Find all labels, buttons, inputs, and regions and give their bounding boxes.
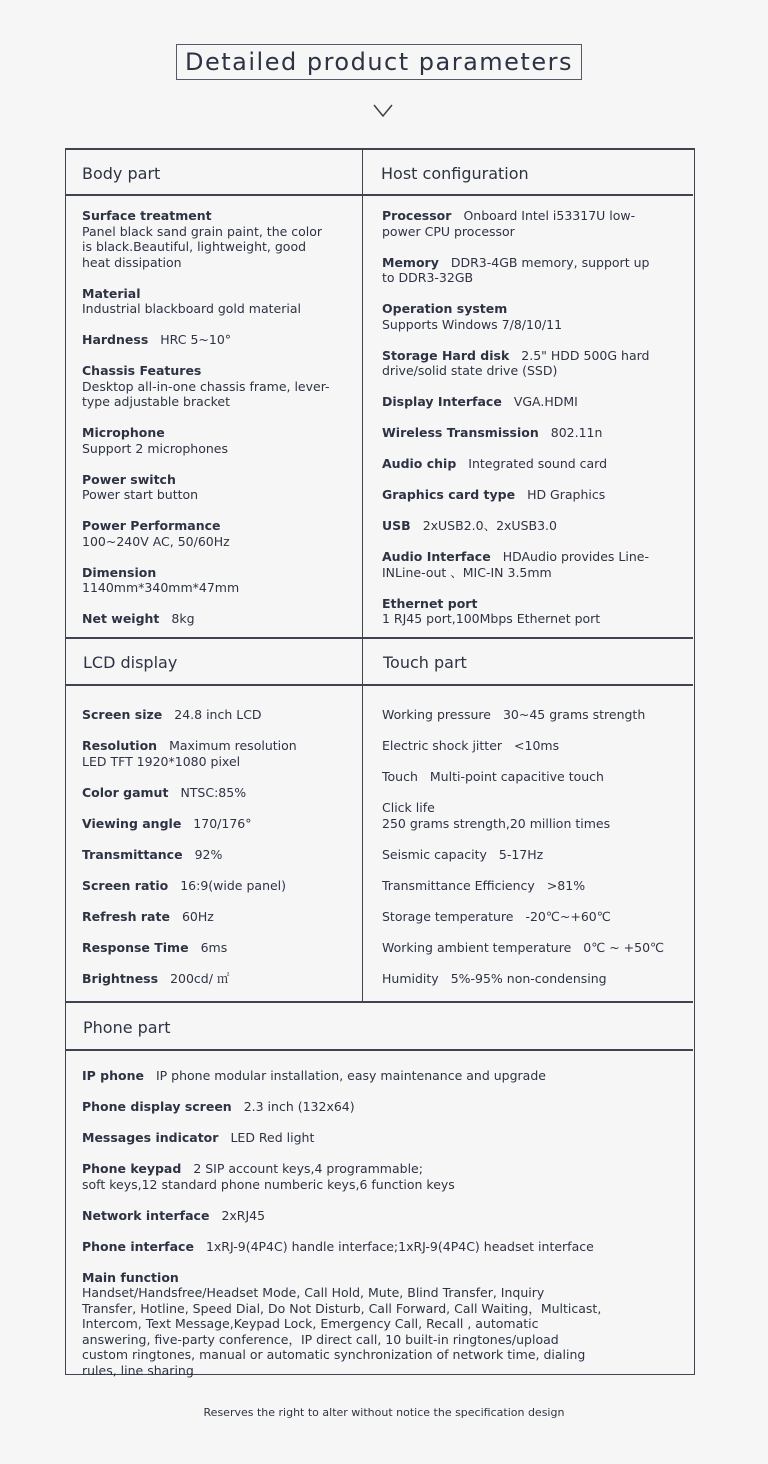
- spec-value: 100~240V AC, 50/60Hz: [82, 533, 230, 549]
- list-item: [82, 1239, 602, 1255]
- section-title-host: Host configuration: [381, 164, 529, 183]
- list-item: [382, 394, 652, 410]
- spec-value: 0℃ ~ +50℃: [583, 939, 665, 955]
- spec-value: >81%: [546, 877, 586, 893]
- touch-spec-list: [382, 707, 682, 1002]
- spec-key: Power switch: [82, 471, 176, 487]
- spec-key: Messages indicator: [82, 1130, 219, 1145]
- spec-value: Power start button: [82, 487, 199, 502]
- list-item: [382, 800, 682, 831]
- list-item: [382, 487, 652, 503]
- spec-value: LED Red light: [230, 1130, 315, 1145]
- list-item: [382, 769, 682, 785]
- spec-value: 2.5" HDD 500G hard drive/solid state drive (SSD): [382, 347, 650, 378]
- spec-value: 92%: [194, 846, 223, 862]
- spec-key: Main function: [82, 1269, 179, 1285]
- list-item: [82, 940, 352, 956]
- spec-value: VGA.HDMI: [513, 394, 578, 409]
- spec-key: Material: [82, 285, 141, 301]
- spec-key: Working pressure: [382, 707, 491, 722]
- list-item: [82, 1270, 602, 1379]
- spec-key: Memory: [382, 254, 439, 270]
- spec-value: DDR3-4GB memory, support up to DDR3-32GB: [382, 254, 650, 285]
- spec-value: HD Graphics: [527, 487, 606, 502]
- spec-value: 200cd/ ㎡: [170, 970, 230, 986]
- spec-key: Viewing angle: [82, 815, 182, 831]
- list-item: [82, 1099, 602, 1115]
- spec-key: Working ambient temperature: [382, 939, 572, 955]
- spec-key: Audio chip: [382, 456, 457, 471]
- spec-value: Support 2 microphones: [82, 440, 228, 456]
- spec-value: 2xUSB2.0、2xUSB3.0: [422, 518, 557, 533]
- list-item: [382, 707, 682, 723]
- spec-key: Phone interface: [82, 1238, 194, 1254]
- spec-key: Color gamut: [82, 784, 169, 800]
- spec-value: Onboard Intel i53317U low-power CPU processor: [382, 208, 636, 239]
- list-item: [82, 332, 332, 348]
- spec-key: Dimension: [82, 564, 157, 580]
- spec-key: Seismic capacity: [382, 846, 487, 862]
- page-title: Detailed product parameters: [176, 44, 582, 80]
- list-item: [382, 456, 652, 472]
- section-title-body: Body part: [82, 164, 161, 183]
- spec-key: Transmittance Efficiency: [382, 877, 535, 893]
- spec-table: [65, 148, 695, 1378]
- spec-key: Wireless Transmission: [382, 425, 539, 440]
- chevron-down-icon: [373, 104, 393, 118]
- spec-value: Industrial blackboard gold material: [82, 301, 301, 316]
- spec-value: -20℃~+60℃: [525, 908, 611, 924]
- footer-note: Reserves the right to alter without notice the specification design: [203, 1406, 565, 1419]
- list-item: [382, 847, 682, 863]
- list-item: [82, 1130, 602, 1146]
- header-divider-top: [66, 194, 693, 196]
- spec-key: Chassis Features: [82, 363, 202, 378]
- spec-key: Brightness: [82, 970, 159, 986]
- spec-value: 170/176°: [193, 815, 252, 831]
- spec-value: Panel black sand grain paint, the color is black.Beautiful, lightweight, good heat dissipation: [82, 223, 323, 270]
- list-item: [82, 1208, 602, 1224]
- list-item: [82, 847, 352, 863]
- spec-key: Resolution: [82, 738, 158, 753]
- list-item: [82, 971, 352, 987]
- section-title-touch: Touch part: [383, 653, 467, 672]
- spec-key: Display Interface: [382, 394, 502, 409]
- list-item: [382, 348, 652, 379]
- list-item: [382, 518, 652, 534]
- spec-value: NTSC:85%: [180, 784, 247, 800]
- section-title-phone: Phone part: [83, 1018, 171, 1037]
- list-item: [82, 208, 332, 270]
- spec-key: Screen ratio: [82, 877, 169, 893]
- spec-value: 802.11n: [550, 425, 603, 440]
- spec-value: 5-17Hz: [498, 846, 544, 862]
- spec-value: Multi-point capacitive touch: [429, 769, 604, 784]
- spec-key: Click life: [382, 800, 435, 815]
- spec-value: 6ms: [200, 939, 228, 955]
- spec-key: Network interface: [82, 1207, 210, 1223]
- spec-key: Processor: [382, 208, 452, 223]
- list-item: [82, 286, 332, 317]
- list-item: [382, 971, 682, 987]
- spec-key: Response Time: [82, 939, 189, 955]
- spec-value: 2xRJ45: [221, 1207, 266, 1223]
- spec-key: IP phone: [82, 1068, 144, 1083]
- list-item: [82, 878, 352, 894]
- spec-key: Microphone: [82, 425, 165, 440]
- spec-key: Screen size: [82, 707, 163, 722]
- spec-key: Storage temperature: [382, 908, 514, 924]
- list-item: [82, 425, 332, 456]
- spec-key: Graphics card type: [382, 487, 516, 502]
- list-item: [382, 878, 682, 894]
- spec-value: 24.8 inch LCD: [174, 707, 262, 722]
- spec-key: Refresh rate: [82, 908, 170, 924]
- list-item: [82, 363, 332, 410]
- spec-value: HRC 5~10°: [160, 332, 232, 347]
- spec-value: 1xRJ-9(4P4C) handle interface;1xRJ-9(4P4C) headset interface: [205, 1238, 594, 1254]
- spec-value: 60Hz: [181, 908, 214, 924]
- spec-value: Maximum resolution: [169, 738, 297, 753]
- spec-key: Phone keypad: [82, 1161, 182, 1176]
- list-item: [82, 785, 352, 801]
- spec-key: Humidity: [382, 970, 439, 986]
- spec-key: Operation system: [382, 301, 508, 316]
- spec-key: Net weight: [82, 611, 160, 626]
- list-item: [382, 596, 652, 627]
- spec-value: 2 SIP account keys,4 programmable;: [193, 1161, 423, 1176]
- section-title-lcd: LCD display: [83, 653, 178, 672]
- header-divider-mid: [66, 684, 693, 686]
- spec-key: Audio Interface: [382, 549, 491, 564]
- list-item: [382, 425, 652, 441]
- spec-value: 250 grams strength,20 million times: [382, 815, 611, 831]
- spec-value: 2.3 inch (132x64): [243, 1099, 355, 1114]
- list-item: [82, 816, 352, 832]
- list-item: [82, 707, 352, 723]
- list-item: [382, 940, 682, 956]
- spec-key: Touch: [382, 769, 418, 784]
- spec-value: 1 RJ45 port,100Mbps Ethernet port: [382, 611, 601, 626]
- body-spec-list: [82, 208, 332, 642]
- list-item: [82, 909, 352, 925]
- list-item: [82, 565, 332, 596]
- lcd-spec-list: [82, 707, 352, 1002]
- list-item: [382, 549, 652, 580]
- phone-spec-list: [82, 1068, 602, 1378]
- spec-value: HDAudio provides Line-INLine-out 、MIC-IN 3.5mm: [382, 549, 649, 580]
- spec-key: Phone display screen: [82, 1099, 232, 1114]
- spec-value: IP phone modular installation, easy maintenance and upgrade: [155, 1068, 546, 1083]
- spec-value: 5%-95% non-condensing: [450, 970, 607, 986]
- spec-value: Desktop all-in-one chassis frame, lever-type adjustable bracket: [82, 378, 330, 409]
- list-item: [82, 611, 332, 627]
- spec-key: USB: [382, 518, 411, 533]
- spec-value: 1140mm*340mm*47mm: [82, 580, 240, 595]
- spec-value: 8kg: [171, 611, 195, 626]
- spec-value: 16:9(wide panel): [180, 877, 287, 893]
- spec-key: Electric shock jitter: [382, 738, 503, 753]
- list-item: [382, 208, 652, 239]
- list-item: [82, 738, 352, 769]
- list-item: [382, 301, 652, 332]
- spec-value: Handset/Handsfree/Headset Mode, Call Hold, Mute, Blind Transfer, Inquiry Transfer, Hotline, Speed Dial, Do Not Disturb, Call Forward, Call Waiting，Multicast, Intercom, Text Message,Keypad Lock, Emergency Call, Recall , automatic answering, five-party conference，IP direct call, 10 built-in ringtones/upload custom ringtones, manual or automatic synchronization of network time, dialing rules, line sharing: [82, 1285, 602, 1378]
- spec-value-line2: LED TFT 1920*1080 pixel: [82, 753, 241, 769]
- list-item: [82, 518, 332, 549]
- list-item: [82, 472, 332, 503]
- list-item: [382, 738, 682, 754]
- spec-value: <10ms: [514, 738, 560, 753]
- spec-key: Storage Hard disk: [382, 347, 510, 363]
- spec-value: Integrated sound card: [468, 456, 608, 471]
- spec-key: Power Performance: [82, 518, 221, 533]
- spec-key: Hardness: [82, 332, 149, 347]
- list-item: [382, 255, 652, 286]
- column-divider: [362, 150, 364, 1002]
- spec-value: 30~45 grams strength: [502, 707, 646, 722]
- list-item: [382, 909, 682, 925]
- list-item: [82, 1068, 602, 1084]
- host-spec-list: [382, 208, 652, 642]
- spec-value-line2: soft keys,12 standard phone numberic keys,6 function keys: [82, 1176, 455, 1192]
- spec-key: Transmittance: [82, 846, 183, 862]
- spec-key: Ethernet port: [382, 595, 478, 611]
- header-divider-phone: [66, 1049, 693, 1051]
- spec-value: Supports Windows 7/8/10/11: [382, 316, 563, 332]
- list-item: [82, 1161, 602, 1192]
- spec-key: Surface treatment: [82, 208, 212, 223]
